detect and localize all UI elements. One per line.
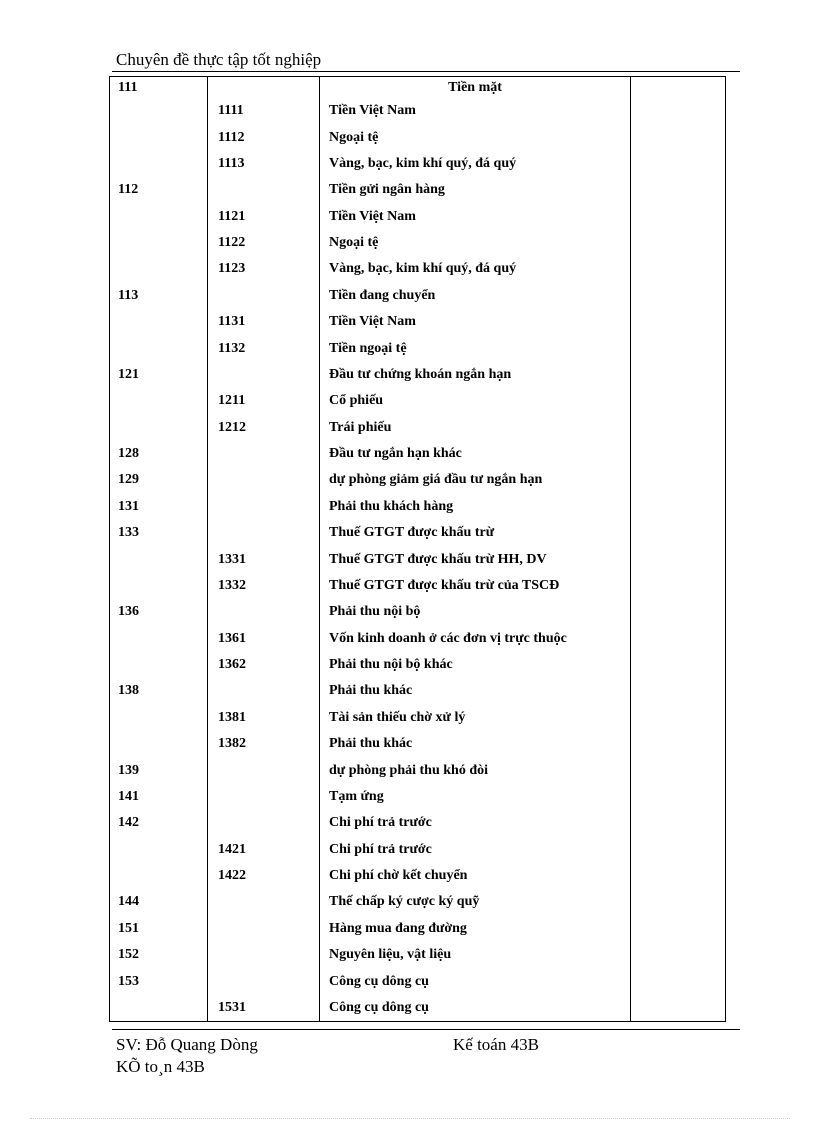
account-level1-code (110, 230, 208, 256)
account-name: Thuế GTGT được khấu trừ (320, 520, 631, 546)
account-level1-code: 139 (110, 757, 208, 783)
account-level1-code (110, 573, 208, 599)
account-level1-code: 128 (110, 441, 208, 467)
account-note (631, 626, 726, 652)
account-level2-code: 1332 (208, 573, 320, 599)
table-row (110, 916, 726, 942)
account-note (631, 204, 726, 230)
account-level1-code: 133 (110, 520, 208, 546)
header-divider (112, 71, 740, 72)
table-row (110, 388, 726, 414)
account-level1-code (110, 151, 208, 177)
account-note (631, 546, 726, 572)
account-name: Đầu tư ngắn hạn khác (320, 441, 631, 467)
account-level2-code (208, 77, 320, 99)
account-level1-code: 144 (110, 889, 208, 915)
account-level2-code: 1422 (208, 863, 320, 889)
account-level2-code: 1361 (208, 626, 320, 652)
account-level2-code: 1362 (208, 652, 320, 678)
account-level1-code (110, 124, 208, 150)
account-level2-code: 1382 (208, 731, 320, 757)
table-row (110, 942, 726, 968)
account-level2-code: 1131 (208, 309, 320, 335)
account-level2-code: 1111 (208, 98, 320, 124)
account-name: Cổ phiếu (320, 388, 631, 414)
table-row (110, 151, 726, 177)
table-row (110, 467, 726, 493)
account-level2-code: 1121 (208, 204, 320, 230)
account-name: Phải thu khách hàng (320, 494, 631, 520)
table-row (110, 256, 726, 282)
table-row (110, 652, 726, 678)
account-note (631, 230, 726, 256)
account-level2-code (208, 942, 320, 968)
account-note (631, 309, 726, 335)
table-row (110, 77, 726, 99)
account-level1-code: 141 (110, 784, 208, 810)
account-name: Chi phí trả trước (320, 837, 631, 863)
account-note (631, 810, 726, 836)
table-row (110, 98, 726, 124)
account-level2-code (208, 467, 320, 493)
account-note (631, 124, 726, 150)
account-level1-code: 152 (110, 942, 208, 968)
table-row (110, 546, 726, 572)
account-name: Phải thu khác (320, 731, 631, 757)
account-level1-code: 131 (110, 494, 208, 520)
table-row (110, 124, 726, 150)
table-row (110, 573, 726, 599)
account-note (631, 98, 726, 124)
table-row (110, 283, 726, 309)
table-row (110, 837, 726, 863)
account-name: Vàng, bạc, kim khí quý, đá quý (320, 151, 631, 177)
account-name: Phải thu khác (320, 678, 631, 704)
account-level2-code (208, 494, 320, 520)
account-name: Công cụ dông cụ (320, 968, 631, 994)
account-level2-code: 1211 (208, 388, 320, 414)
account-note (631, 573, 726, 599)
account-note (631, 441, 726, 467)
account-name: Tiền gửi ngân hàng (320, 177, 631, 203)
account-note (631, 652, 726, 678)
table-row (110, 520, 726, 546)
account-name: Vàng, bạc, kim khí quý, đá quý (320, 256, 631, 282)
table-row (110, 757, 726, 783)
page-header-title: Chuyên đề thực tập tốt nghiệp (116, 50, 322, 69)
account-level1-code: 121 (110, 362, 208, 388)
account-level1-code (110, 705, 208, 731)
table-row (110, 678, 726, 704)
account-level2-code (208, 520, 320, 546)
account-level2-code (208, 177, 320, 203)
account-name: Trái phiếu (320, 415, 631, 441)
account-level1-code (110, 863, 208, 889)
account-note (631, 784, 726, 810)
account-level1-code (110, 652, 208, 678)
table-row (110, 995, 726, 1022)
account-name: Tài sản thiếu chờ xử lý (320, 705, 631, 731)
account-name: Thuế GTGT được khấu trừ HH, DV (320, 546, 631, 572)
account-level1-code: 136 (110, 599, 208, 625)
account-note (631, 151, 726, 177)
account-note (631, 256, 726, 282)
account-note (631, 968, 726, 994)
table-row (110, 335, 726, 361)
account-name: Tiền Việt Nam (320, 309, 631, 335)
table-row (110, 705, 726, 731)
account-note (631, 837, 726, 863)
account-name: Thế chấp ký cược ký quỹ (320, 889, 631, 915)
account-note (631, 942, 726, 968)
account-level1-code (110, 546, 208, 572)
account-level2-code: 1331 (208, 546, 320, 572)
account-level2-code (208, 599, 320, 625)
account-note (631, 77, 726, 99)
account-level2-code: 1212 (208, 415, 320, 441)
account-level2-code: 1123 (208, 256, 320, 282)
account-level2-code: 1113 (208, 151, 320, 177)
table-row (110, 441, 726, 467)
account-name: Chi phí chờ kết chuyển (320, 863, 631, 889)
table-row (110, 494, 726, 520)
account-level1-code (110, 626, 208, 652)
account-note (631, 599, 726, 625)
account-name: Vốn kinh doanh ở các đơn vị trực thuộc (320, 626, 631, 652)
table-row (110, 968, 726, 994)
account-name: Chi phí trả trước (320, 810, 631, 836)
account-level2-code (208, 757, 320, 783)
account-level2-code (208, 283, 320, 309)
account-name: Tiền ngoại tệ (320, 335, 631, 361)
account-level1-code: 142 (110, 810, 208, 836)
account-level2-code: 1132 (208, 335, 320, 361)
account-name: Ngoại tệ (320, 230, 631, 256)
account-level1-code (110, 415, 208, 441)
account-level1-code: 112 (110, 177, 208, 203)
table-row (110, 362, 726, 388)
table-row (110, 599, 726, 625)
footer-class-name: Kế toán 43B (453, 1035, 539, 1054)
account-note (631, 705, 726, 731)
page-bottom-dotted-line (30, 1118, 790, 1119)
account-name: dự phòng giảm giá đầu tư ngắn hạn (320, 467, 631, 493)
account-note (631, 467, 726, 493)
account-name: Nguyên liệu, vật liệu (320, 942, 631, 968)
account-level1-code: 113 (110, 283, 208, 309)
account-note (631, 362, 726, 388)
account-note (631, 283, 726, 309)
account-level2-code (208, 810, 320, 836)
account-level2-code: 1122 (208, 230, 320, 256)
account-level2-code (208, 678, 320, 704)
account-name: Tiền đang chuyển (320, 283, 631, 309)
table-row (110, 626, 726, 652)
account-name: Thuế GTGT được khấu trừ của TSCĐ (320, 573, 631, 599)
account-note (631, 494, 726, 520)
account-level2-code (208, 889, 320, 915)
account-name: Tạm ứng (320, 784, 631, 810)
account-note (631, 520, 726, 546)
account-name: Đầu tư chứng khoán ngắn hạn (320, 362, 631, 388)
table-row (110, 309, 726, 335)
account-level1-code (110, 837, 208, 863)
account-note (631, 415, 726, 441)
table-row (110, 415, 726, 441)
account-name: Tiền mặt (320, 77, 631, 99)
account-level2-code: 1421 (208, 837, 320, 863)
account-level1-code (110, 335, 208, 361)
table-row (110, 863, 726, 889)
account-level2-code: 1112 (208, 124, 320, 150)
account-level1-code: 138 (110, 678, 208, 704)
account-level2-code: 1531 (208, 995, 320, 1022)
table-row (110, 177, 726, 203)
account-name: Hàng mua đang đường (320, 916, 631, 942)
table-row (110, 784, 726, 810)
account-level2-code (208, 968, 320, 994)
account-level1-code (110, 98, 208, 124)
account-name: Tiền Việt Nam (320, 98, 631, 124)
table-row (110, 230, 726, 256)
account-name: dự phòng phải thu khó đòi (320, 757, 631, 783)
account-name: Phải thu nội bộ (320, 599, 631, 625)
account-level1-code (110, 388, 208, 414)
account-note (631, 995, 726, 1022)
account-level2-code (208, 784, 320, 810)
account-note (631, 335, 726, 361)
footer-class-garbled: KÕ to¸n 43B (116, 1057, 205, 1076)
account-name: Công cụ dông cụ (320, 995, 631, 1022)
account-level1-code: 151 (110, 916, 208, 942)
account-level1-code: 153 (110, 968, 208, 994)
account-name: Phải thu nội bộ khác (320, 652, 631, 678)
account-level1-code (110, 309, 208, 335)
footer-student-name: SV: Đỗ Quang Dòng (116, 1035, 258, 1054)
account-note (631, 863, 726, 889)
footer-divider (112, 1029, 740, 1030)
account-level2-code (208, 916, 320, 942)
account-level1-code: 111 (110, 77, 208, 99)
account-table-body (110, 77, 726, 1022)
table-row (110, 204, 726, 230)
account-level2-code (208, 441, 320, 467)
account-level1-code (110, 995, 208, 1022)
account-name: Ngoại tệ (320, 124, 631, 150)
account-level1-code: 129 (110, 467, 208, 493)
account-level2-code (208, 362, 320, 388)
account-name: Tiền Việt Nam (320, 204, 631, 230)
account-level1-code (110, 731, 208, 757)
table-row (110, 889, 726, 915)
account-note (631, 757, 726, 783)
account-level2-code: 1381 (208, 705, 320, 731)
account-note (631, 388, 726, 414)
account-note (631, 916, 726, 942)
table-row (110, 731, 726, 757)
account-note (631, 678, 726, 704)
account-level1-code (110, 204, 208, 230)
account-table (109, 76, 726, 1022)
account-note (631, 177, 726, 203)
account-note (631, 731, 726, 757)
account-level1-code (110, 256, 208, 282)
table-row (110, 810, 726, 836)
account-note (631, 889, 726, 915)
